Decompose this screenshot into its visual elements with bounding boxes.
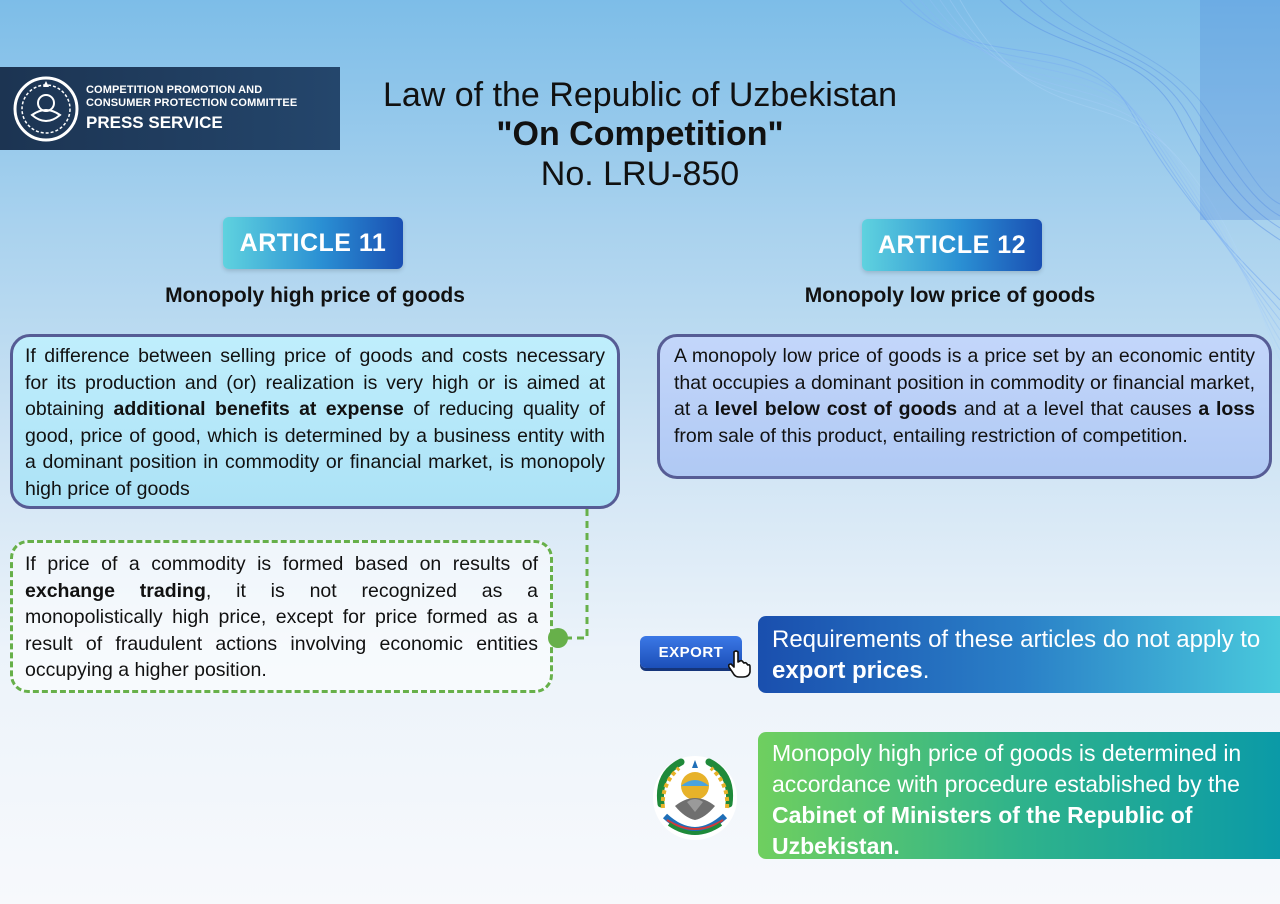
article-12-text-part1: A monopoly low price of goods is a price set by an economic entity that occupies a dominant position in commodity or financial market, at a [674, 345, 1255, 420]
cabinet-note-text-bold: Cabinet of Ministers of the Republic of Uzbekistan. [772, 802, 1193, 859]
article-11-text-bold: additional benefits at expense [113, 398, 404, 420]
cabinet-of-ministers-note [758, 732, 1280, 859]
article-12-text-bold2: a loss [1198, 398, 1255, 420]
export-note-text-part1: Requirements of these articles do not apply to [772, 626, 1261, 653]
page-title [340, 76, 940, 194]
article-12-label: ARTICLE 12 [862, 219, 1042, 271]
article-12-definition-box [657, 334, 1272, 479]
hand-pointer-icon [726, 650, 752, 678]
article-11-definition-box [10, 334, 620, 509]
article-11-text-part1: If difference between selling price of goods and costs necessary for its production and (or) realization is very high or is aimed at obtaining [25, 345, 605, 420]
export-note-text-part2: . [922, 657, 930, 684]
note-text-bold: exchange trading [25, 579, 206, 602]
title-law: Law of the Republic of Uzbekistan [382, 76, 898, 114]
press-service-badge [0, 67, 340, 150]
press-service-text [86, 84, 297, 134]
article-12-heading: Monopoly low price of goods [804, 284, 1096, 307]
uzbekistan-state-emblem-icon [651, 754, 739, 842]
article-12-text-part2: and at a level that causes [957, 398, 1199, 420]
article-11-label: ARTICLE 11 [223, 217, 403, 269]
org-name-line2: CONSUMER PROTECTION COMMITTEE [86, 96, 298, 109]
exchange-trading-note-box [10, 540, 553, 693]
uzbekistan-emblem-icon [12, 75, 80, 143]
press-service-label: PRESS SERVICE [86, 112, 223, 132]
article-11-text-part2: of reducing quality of good, price of good, which is determined by a business entity with a dominant position in commodity or financial market, is monopoly high price of goods [25, 398, 605, 500]
org-name-line1: COMPETITION PROMOTION AND [86, 83, 263, 96]
export-note-text-bold: export prices [772, 657, 923, 684]
note-text-part1: If price of a commodity is formed based on results of [25, 553, 538, 575]
article-12-text-part3: from sale of this product, entailing restriction of competition. [674, 424, 1188, 447]
export-button[interactable]: EXPORT [640, 636, 742, 668]
cabinet-note-text-part1: Monopoly high price of goods is determined in accordance with procedure established by the [772, 740, 1242, 797]
title-law-name: "On Competition" [496, 115, 784, 153]
note-text-part2: , it is not recognized as a monopolistically high price, except for price formed as a result of fraudulent actions involving economic entities occupying a higher position. [25, 579, 538, 681]
article-12-text-bold1: level below cost of goods [714, 398, 958, 420]
title-law-number: No. LRU-850 [540, 155, 740, 193]
export-prices-note [758, 616, 1280, 693]
article-11-heading: Monopoly high price of goods [165, 284, 465, 307]
